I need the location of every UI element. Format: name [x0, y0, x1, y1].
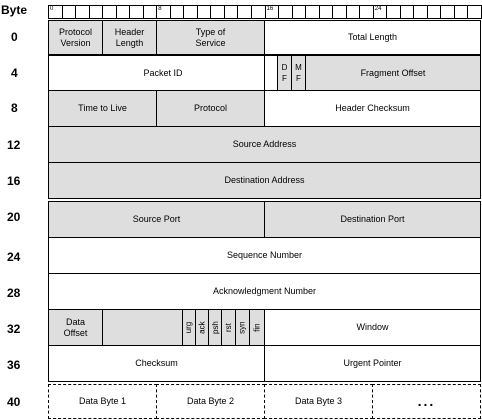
offset-label-12: 12: [7, 138, 21, 152]
tcp-reserved-field: [102, 309, 183, 346]
data-byte-2-field: Data Byte 2: [156, 384, 265, 419]
rst-flag-field: rst: [221, 309, 236, 346]
bit-marker-16: 16: [265, 5, 280, 19]
checksum-field: Checksum: [48, 345, 265, 382]
total-length-field: Total Length: [264, 20, 481, 55]
offset-label-36: 36: [7, 358, 21, 372]
acknowledgment-number-field: Acknowledgment Number: [48, 273, 481, 310]
offset-label-28: 28: [7, 286, 21, 300]
byte-column-title: Byte: [1, 3, 28, 17]
bit-cell: [116, 5, 131, 19]
data-offset-field: Data Offset: [48, 309, 103, 346]
df-flag-field: D F: [277, 55, 292, 91]
offset-label-4: 4: [11, 66, 18, 80]
bit-cell: [400, 5, 415, 19]
bit-cell: [332, 5, 347, 19]
bit-cell: [454, 5, 469, 19]
bit-cell: [305, 5, 320, 19]
offset-label-40: 40: [7, 395, 21, 409]
bit-cell: [413, 5, 428, 19]
bit-cell: [440, 5, 455, 19]
time-to-live-field: Time to Live: [48, 90, 157, 127]
bit-cell: [62, 5, 77, 19]
bit-ruler: [48, 5, 481, 19]
bit-marker-0: 0: [48, 5, 63, 19]
syn-flag-field: syn: [235, 309, 250, 346]
urgent-pointer-field: Urgent Pointer: [264, 345, 481, 382]
bit-marker-8: 8: [156, 5, 171, 19]
data-byte-1-field: Data Byte 1: [48, 384, 157, 419]
offset-label-8: 8: [11, 101, 18, 115]
bit-cell: [197, 5, 212, 19]
packet-id-field: Packet ID: [48, 55, 278, 91]
bit-cell: [102, 5, 117, 19]
bit-cell: [278, 5, 293, 19]
bit-cell: [75, 5, 90, 19]
bit-cell: [427, 5, 442, 19]
bit-cell: [359, 5, 374, 19]
header-checksum-field: Header Checksum: [264, 90, 481, 127]
reserved-flag-field: [264, 55, 278, 91]
bit-marker-24: 24: [373, 5, 388, 19]
bit-cell: [467, 5, 482, 19]
type-of-service-field: Type of Service: [156, 20, 265, 55]
source-address-field: Source Address: [48, 126, 481, 163]
source-port-field: Source Port: [48, 201, 265, 238]
bit-cell: [224, 5, 239, 19]
more-data-ellipsis: ...: [372, 384, 481, 419]
bit-cell: [183, 5, 198, 19]
data-byte-3-field: Data Byte 3: [264, 384, 373, 419]
bit-cell: [237, 5, 252, 19]
header-length-field: Header Length: [102, 20, 157, 55]
offset-label-24: 24: [7, 250, 21, 264]
bit-cell: [251, 5, 266, 19]
bit-cell: [89, 5, 104, 19]
offset-label-16: 16: [7, 174, 21, 188]
offset-label-32: 32: [7, 322, 21, 336]
offset-label-0: 0: [11, 30, 18, 44]
fin-flag-field: fin: [249, 309, 265, 346]
ack-flag-field: ack: [195, 309, 209, 346]
bit-cell: [170, 5, 185, 19]
bit-cell: [292, 5, 307, 19]
bit-cell: [386, 5, 401, 19]
urg-flag-field: urg: [182, 309, 196, 346]
bit-cell: [210, 5, 225, 19]
psh-flag-field: psh: [208, 309, 222, 346]
protocol-version-field: Protocol Version: [48, 20, 103, 55]
bit-cell: [143, 5, 158, 19]
bit-cell: [346, 5, 361, 19]
fragment-offset-field: Fragment Offset: [305, 55, 481, 91]
mf-flag-field: M F: [291, 55, 306, 91]
destination-port-field: Destination Port: [264, 201, 481, 238]
window-field: Window: [264, 309, 481, 346]
destination-address-field: Destination Address: [48, 162, 481, 199]
sequence-number-field: Sequence Number: [48, 237, 481, 274]
bit-cell: [129, 5, 144, 19]
offset-label-20: 20: [7, 210, 21, 224]
bit-cell: [319, 5, 334, 19]
protocol-field: Protocol: [156, 90, 265, 127]
